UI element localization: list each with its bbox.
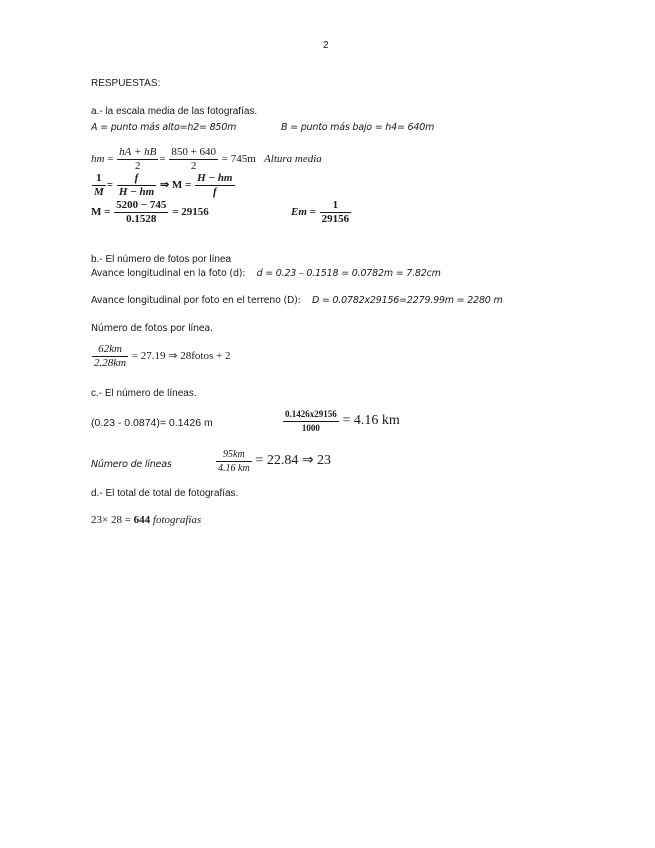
- eq1-f1-numerator: hA + hB: [119, 146, 157, 158]
- c-lines-label: Número de líneas: [91, 459, 172, 470]
- b-fraction: [92, 343, 128, 370]
- equation-photos-per-line: [91, 343, 230, 370]
- eq1-fraction-2: [169, 146, 218, 173]
- section-c-title: c.- El número de líneas.: [91, 388, 197, 399]
- equation-scale-relation: $\frac{1}{M}$ = $\frac{f}{H - hm}$ ⇒ M = $\frac{H - hm}{f}$: [94, 172, 233, 198]
- section-b-title: b.- El número de fotos por línea: [91, 254, 232, 265]
- b-line2-value: D = 0.0782x29156=2279.99m = 2280 m: [311, 295, 503, 306]
- equation-line-spacing: [282, 408, 400, 435]
- em-denominator: 29156: [321, 213, 350, 225]
- b-line1-value: d = 0.23 – 0.1518 = 0.0782m = 7.82cm: [256, 268, 441, 279]
- section-a-title: a.- la escala media de las fotografías.: [91, 106, 258, 117]
- c-f1-denominator: 1000: [301, 423, 320, 433]
- page-number: 2: [323, 40, 329, 51]
- eq2-f2-numerator: f: [117, 172, 156, 186]
- d-result-italic: fotografías: [150, 514, 202, 526]
- b-frac-numerator: 62km: [92, 343, 128, 357]
- eq1-f2-numerator: 850 + 640: [171, 146, 217, 158]
- em-lhs: Em =: [291, 206, 316, 219]
- equation-number-of-lines: [215, 448, 331, 475]
- c-f2-result: = 22.84 ⇒ 23: [255, 453, 332, 469]
- d-result-plain: 23× 28 =: [91, 514, 134, 526]
- eq2-fraction-2: [117, 172, 156, 199]
- c-fraction-1: [283, 408, 339, 435]
- eq2-f1-numerator: 1: [92, 172, 106, 186]
- eq2-fraction-3: [195, 172, 234, 199]
- eq2-mid: ⇒ M =: [159, 179, 192, 192]
- equation-scale-value: [91, 199, 209, 226]
- eq3-numerator: 5200 − 745: [116, 199, 167, 211]
- d-result-bold: 644: [133, 514, 151, 526]
- c-f1-numerator: 0.1426x29156: [283, 408, 339, 422]
- c-fraction-2: [216, 448, 252, 475]
- eq2-f1-denominator: M: [94, 186, 104, 198]
- eq3-fraction: [114, 199, 168, 226]
- eq3-lhs: M =: [91, 206, 111, 219]
- b-frac-denominator: 2.28km: [94, 357, 127, 369]
- eq1-f1-denominator: 2: [135, 160, 141, 172]
- eq1-fraction-1: [117, 146, 158, 173]
- eq2-fraction-1: [92, 172, 106, 199]
- b-line1-label: Avance longitudinal en la foto (d):: [91, 268, 246, 279]
- d-result: [91, 514, 201, 526]
- c-f1-result: = 4.16 km: [342, 413, 400, 429]
- point-a-text: A = punto más alto=h2= 850m: [91, 122, 237, 133]
- eq2-f3-denominator: f: [212, 186, 217, 198]
- eq1-lhs: hm: [91, 153, 105, 166]
- point-b-text: B = punto más bajo = h4= 640m: [281, 122, 435, 133]
- eq2-f2-denominator: H − hm: [118, 186, 155, 198]
- eq1-result: = 745m: [221, 153, 256, 166]
- eq2-f3-numerator: H − hm: [197, 172, 233, 184]
- section-d-title: d.- El total de total de fotografías.: [91, 488, 239, 499]
- equation-mean-height: hm = $\frac{hA + hB}{2}$ = $\frac{850 + 640}{2}$ = 745m Altura media: [91, 146, 322, 172]
- equation-em: [291, 199, 352, 226]
- eq3-denominator: 0.1528: [126, 213, 157, 225]
- eq1-note: Altura media: [264, 153, 322, 166]
- eq3-result: = 29156: [172, 206, 209, 219]
- b-result: = 27.19 ⇒ 28fotos + 2: [131, 350, 231, 363]
- em-fraction: [320, 199, 352, 226]
- eq1-f2-denominator: 2: [190, 160, 197, 172]
- em-numerator: 1: [320, 199, 352, 213]
- heading: RESPUESTAS:: [91, 78, 161, 89]
- c-f2-denominator: 4.16 km: [218, 463, 250, 474]
- b-line3: Número de fotos por línea.: [91, 323, 213, 334]
- c-calc: (0.23 - 0.0874)= 0.1426 m: [91, 417, 213, 429]
- b-line2-label: Avance longitudinal por foto en el terreno (D):: [91, 295, 301, 306]
- c-f2-numerator: 95km: [216, 448, 252, 462]
- b-line2: [91, 295, 503, 306]
- b-line1: [91, 268, 441, 279]
